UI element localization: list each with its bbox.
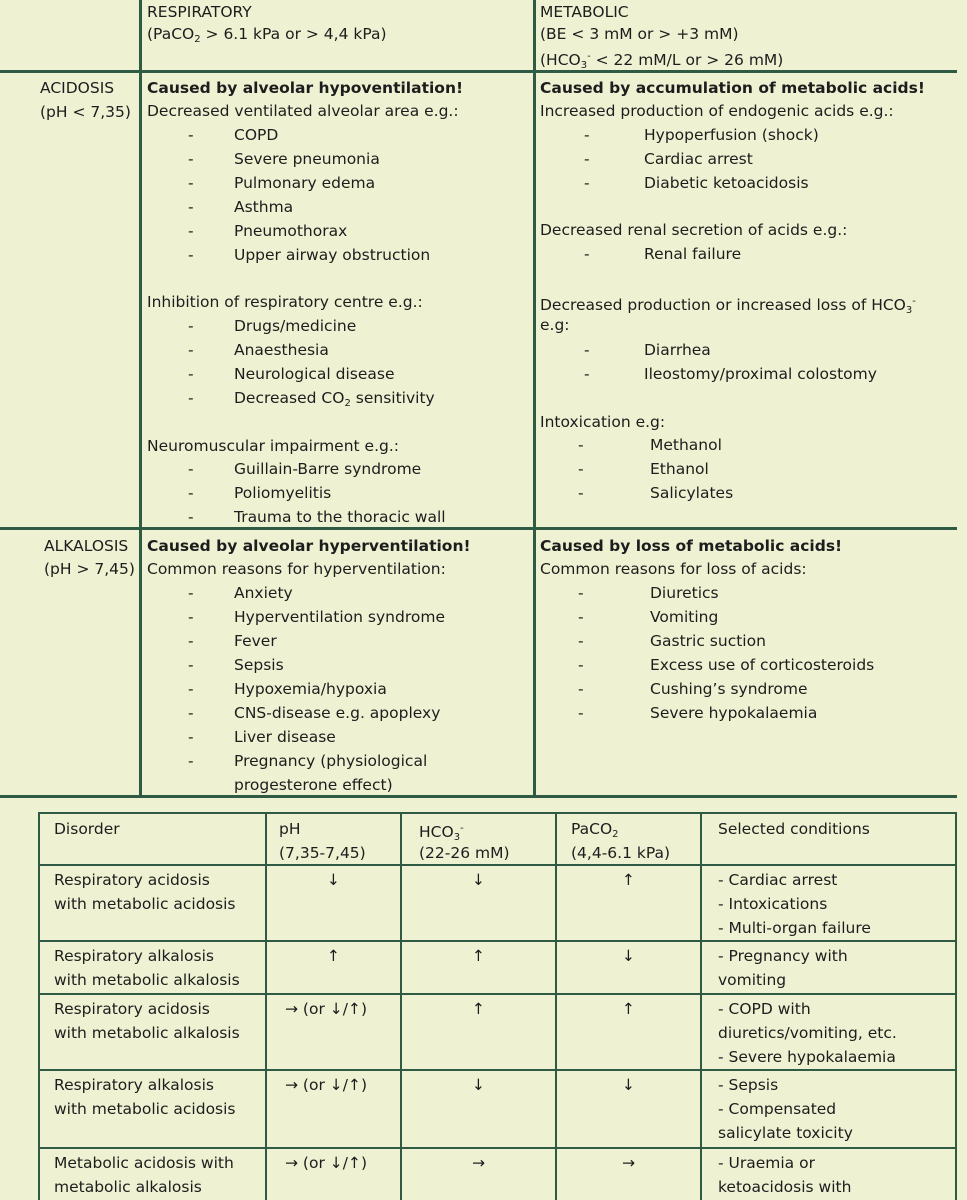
meta-acidosis-group4-title: Intoxication e.g: (540, 413, 666, 431)
list-item-text: Drugs/medicine (234, 317, 357, 335)
header-paco2-range: (4,4-6.1 kPa) (571, 844, 671, 862)
header-hco3: $HCO_3^-$ (419, 823, 464, 843)
list-item-text: Poliomyelitis (234, 484, 332, 502)
header-paco2: PaCO$_2$ (571, 820, 619, 840)
resp-alkalosis-heading: Caused by alveolar hyperventilation! (147, 537, 471, 555)
list-dash: - (188, 389, 194, 407)
list-dash: - (188, 222, 194, 240)
list-dash: - (188, 198, 194, 216)
resp-acidosis-group2-title: Inhibition of respiratory centre e.g.: (147, 293, 423, 311)
list-item-text: progesterone effect) (234, 776, 393, 794)
header-hco3-range: (22-26 mM) (419, 844, 510, 862)
divider-h-alkalosis (0, 527, 957, 530)
row-ph-value: → (or ↓/↑) (285, 1154, 367, 1172)
list-item-text: Gastric suction (650, 632, 766, 650)
list-dash: - (188, 728, 194, 746)
alkalosis-label: ALKALOSIS (44, 537, 129, 555)
row-disorder-text: with metabolic alkalosis (54, 971, 240, 989)
list-dash: - (188, 341, 194, 359)
row-hco3-value: ↓ (472, 871, 485, 889)
list-item-text: Severe hypokalaemia (650, 704, 818, 722)
list-item-text: COPD (234, 126, 279, 144)
row-disorder-text: Respiratory alkalosis (54, 1076, 214, 1094)
row-hco3-value: → (472, 1154, 485, 1172)
list-dash: - (584, 341, 590, 359)
row-disorder-text: Respiratory acidosis (54, 1000, 210, 1018)
list-dash: - (188, 365, 194, 383)
list-dash: - (584, 126, 590, 144)
header-disorder: Disorder (54, 820, 120, 838)
row-condition-text: ketoacidosis with (718, 1178, 852, 1196)
list-dash: - (584, 150, 590, 168)
meta-acidosis-heading: Caused by accumulation of metabolic acids! (540, 79, 925, 97)
row-ph-value: → (or ↓/↑) (285, 1000, 367, 1018)
row-condition-text: salicylate toxicity (718, 1124, 853, 1142)
row-condition-text: - Compensated (718, 1100, 837, 1118)
list-dash: - (578, 656, 584, 674)
metabolic-header-title: METABOLIC (540, 3, 629, 21)
list-dash: - (188, 584, 194, 602)
list-item-text: Diarrhea (644, 341, 711, 359)
row-paco2-value: ↓ (622, 1076, 635, 1094)
list-dash: - (578, 484, 584, 502)
metabolic-header-hco3: ($HCO_3^- < 22$ mM/L or > 26 mM) (540, 51, 784, 71)
acidosis-ph: (pH < 7,35) (40, 103, 131, 121)
list-item-text: Asthma (234, 198, 294, 216)
list-item-text: Hypoxemia/hypoxia (234, 680, 387, 698)
meta-acidosis-group2-title: Decreased renal secretion of acids e.g.: (540, 221, 848, 239)
meta-alkalosis-heading: Caused by loss of metabolic acids! (540, 537, 843, 555)
list-dash: - (188, 174, 194, 192)
list-item-text: Decreased $CO_2$ sensitivity (234, 389, 435, 409)
divider-v-label (139, 0, 142, 795)
row-condition-text: - Cardiac arrest (718, 871, 838, 889)
list-dash: - (188, 704, 194, 722)
resp-acidosis-group1-title: Decreased ventilated alveolar area e.g.: (147, 102, 459, 120)
list-dash: - (188, 150, 194, 168)
list-item-text: Ethanol (650, 460, 709, 478)
list-item-text: Guillain-Barre syndrome (234, 460, 422, 478)
list-item-text: Upper airway obstruction (234, 246, 431, 264)
list-item (188, 386, 488, 410)
meta-acidosis-group3-title-line2: e.g: (540, 316, 570, 334)
list-item-text: Pregnancy (physiological (234, 752, 428, 770)
meta-alkalosis-intro: Common reasons for loss of acids: (540, 560, 807, 578)
list-dash: - (188, 608, 194, 626)
divider-h-header (0, 70, 957, 73)
list-dash: - (578, 704, 584, 722)
row-disorder-text: with metabolic acidosis (54, 895, 236, 913)
table-border-row2 (38, 993, 957, 995)
list-dash: - (188, 246, 194, 264)
list-item-text: Neurological disease (234, 365, 395, 383)
list-dash: - (578, 584, 584, 602)
alkalosis-ph: (pH > 7,45) (44, 560, 135, 578)
list-dash: - (188, 680, 194, 698)
list-item-text: CNS-disease e.g. apoplexy (234, 704, 441, 722)
list-dash: - (188, 126, 194, 144)
list-dash: - (578, 460, 584, 478)
list-dash: - (578, 436, 584, 454)
row-paco2-value: → (622, 1154, 635, 1172)
row-condition-text: vomiting (718, 971, 787, 989)
list-item-text: Anxiety (234, 584, 293, 602)
row-disorder-text: Respiratory acidosis (54, 871, 210, 889)
list-item-text: Methanol (650, 436, 722, 454)
row-condition-text: - Sepsis (718, 1076, 779, 1094)
meta-acidosis-group3-title: Decreased production or increased loss of $HCO_3^-$ (540, 296, 916, 316)
respiratory-header-range: (PaCO$_2$ > 6.1 kPa or > 4,4 kPa) (147, 25, 387, 45)
list-item-text: Excess use of corticosteroids (650, 656, 875, 674)
list-item-text: Fever (234, 632, 277, 650)
row-condition-text: - Severe hypokalaemia (718, 1048, 896, 1066)
row-paco2-value: ↓ (622, 947, 635, 965)
respiratory-header-title: RESPIRATORY (147, 3, 252, 21)
row-disorder-text: with metabolic acidosis (54, 1100, 236, 1118)
row-disorder-text: Respiratory alkalosis (54, 947, 214, 965)
acidosis-label: ACIDOSIS (40, 79, 115, 97)
list-dash: - (188, 317, 194, 335)
row-disorder-text: with metabolic alkalosis (54, 1024, 240, 1042)
list-dash: - (584, 174, 590, 192)
row-disorder-text: Metabolic acidosis with (54, 1154, 234, 1172)
resp-acidosis-group3-title: Neuromuscular impairment e.g.: (147, 437, 399, 455)
list-item-text: Ileostomy/proximal colostomy (644, 365, 877, 383)
list-item-text: Liver disease (234, 728, 336, 746)
list-item-text: Trauma to the thoracic wall (234, 508, 446, 526)
list-dash: - (188, 752, 194, 770)
list-item-text: Pneumothorax (234, 222, 348, 240)
metabolic-header-be: (BE < 3 mM or > +3 mM) (540, 25, 739, 43)
resp-acidosis-heading: Caused by alveolar hypoventilation! (147, 79, 464, 97)
resp-alkalosis-intro: Common reasons for hyperventilation: (147, 560, 446, 578)
list-dash: - (188, 484, 194, 502)
list-item-text: Salicylates (650, 484, 734, 502)
row-hco3-value: ↑ (472, 947, 485, 965)
list-dash: - (578, 680, 584, 698)
row-paco2-value: ↑ (622, 871, 635, 889)
row-ph-value: ↓ (327, 871, 340, 889)
table-border-row1 (38, 940, 957, 942)
table-border-row4 (38, 1147, 957, 1149)
divider-v-middle (533, 0, 536, 795)
table-col-4 (700, 812, 702, 1200)
list-item-text: Hypoperfusion (shock) (644, 126, 819, 144)
row-condition-text: - Intoxications (718, 895, 828, 913)
row-ph-value: ↑ (327, 947, 340, 965)
header-ph: pH (279, 820, 301, 838)
table-border-top (38, 812, 957, 814)
row-condition-text: - Multi-organ failure (718, 919, 871, 937)
row-condition-text: - Pregnancy with (718, 947, 848, 965)
list-item-text: Vomiting (650, 608, 719, 626)
list-item-text: Pulmonary edema (234, 174, 376, 192)
row-disorder-text: metabolic alkalosis (54, 1178, 202, 1196)
list-item-text: Sepsis (234, 656, 284, 674)
table-col-0 (38, 812, 40, 1200)
list-dash: - (584, 365, 590, 383)
list-item-text: Cushing’s syndrome (650, 680, 808, 698)
list-dash: - (188, 656, 194, 674)
row-paco2-value: ↑ (622, 1000, 635, 1018)
header-ph-range: (7,35-7,45) (279, 844, 366, 862)
row-condition-text: - COPD with (718, 1000, 811, 1018)
list-dash: - (584, 245, 590, 263)
table-col-5 (955, 812, 957, 1200)
row-ph-value: → (or ↓/↑) (285, 1076, 367, 1094)
list-dash: - (188, 460, 194, 478)
list-dash: - (578, 632, 584, 650)
list-item-text: Hyperventilation syndrome (234, 608, 445, 626)
row-hco3-value: ↑ (472, 1000, 485, 1018)
row-condition-text: - Uraemia or (718, 1154, 815, 1172)
list-dash: - (578, 608, 584, 626)
list-item-text: Renal failure (644, 245, 742, 263)
list-item-text: Diabetic ketoacidosis (644, 174, 809, 192)
list-item-text: Severe pneumonia (234, 150, 380, 168)
header-conditions: Selected conditions (718, 820, 870, 838)
list-item-text: Diuretics (650, 584, 719, 602)
row-hco3-value: ↓ (472, 1076, 485, 1094)
list-dash: - (188, 508, 194, 526)
list-dash: - (188, 632, 194, 650)
row-condition-text: diuretics/vomiting, etc. (718, 1024, 897, 1042)
list-item-text: Anaesthesia (234, 341, 329, 359)
list-item-text: Cardiac arrest (644, 150, 753, 168)
meta-acidosis-group1-title: Increased production of endogenic acids e.g.: (540, 102, 894, 120)
table-border-row3 (38, 1069, 957, 1071)
divider-h-bottom (0, 795, 957, 798)
